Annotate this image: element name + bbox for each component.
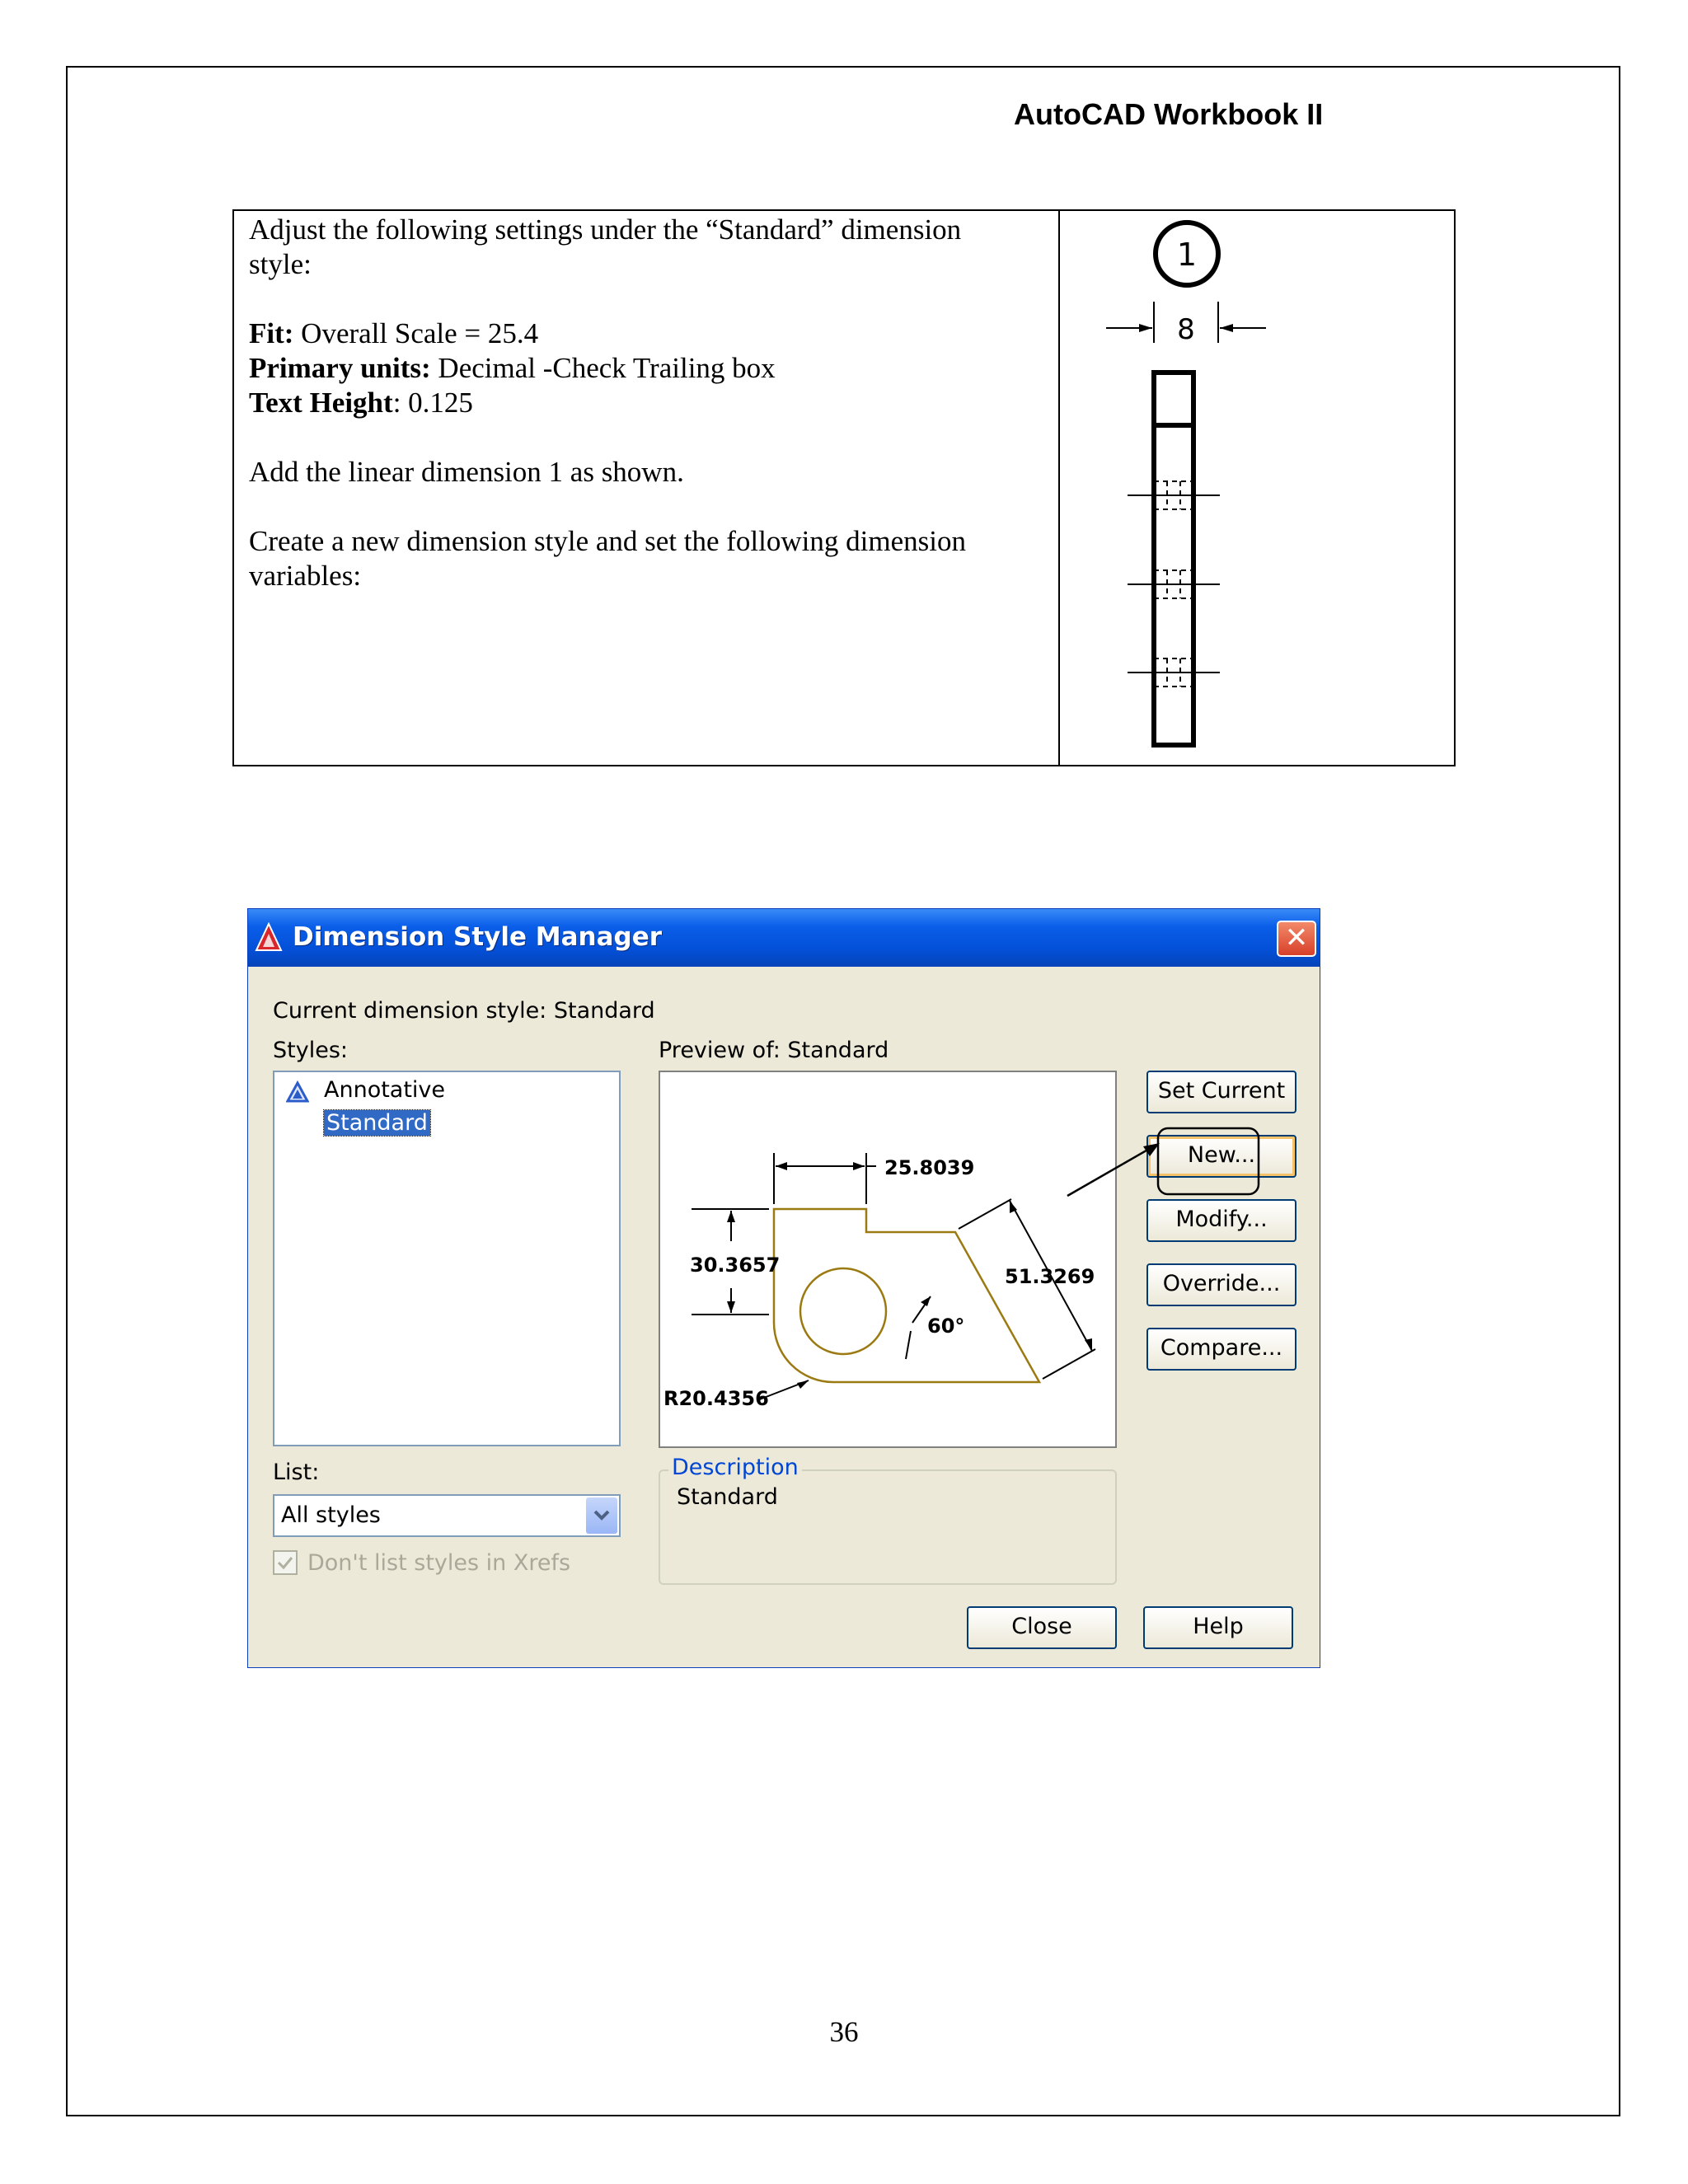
compare-button[interactable]: Compare... [1146,1328,1296,1371]
instruction-table [232,209,1456,766]
add-dimension-instruction: Add the linear dimension 1 as shown. [249,456,684,488]
dialog-title: Dimension Style Manager [293,922,663,952]
description-group [659,1455,1117,1585]
primary-units-value: Decimal -Check Trailing box [430,352,776,384]
preview-dim-horizontal: 25.8039 [884,1156,975,1179]
annotative-icon [286,1080,309,1104]
preview-hole [800,1268,886,1354]
close-button[interactable]: Close [967,1606,1117,1649]
preview-dim-vertical: 30.3657 [690,1254,781,1277]
preview-dim-angle: 60° [927,1315,965,1338]
dimension-value: 8 [1177,313,1195,346]
create-style-line-1: Create a new dimension style and set the following dimension [249,525,966,557]
fit-label: Fit: [249,317,294,349]
fit-value: Overall Scale = 25.4 [293,317,539,349]
help-button[interactable]: Help [1143,1606,1293,1649]
description-title: Description [668,1455,802,1480]
styles-list[interactable] [273,1071,621,1446]
instruction-line-1: Adjust the following settings under the “Standard” dimension [249,213,962,246]
checkmark-icon [274,1552,296,1573]
xrefs-checkbox-label: Don't list styles in Xrefs [307,1550,571,1576]
preview-dim-aligned: 51.3269 [1005,1265,1095,1288]
instruction-text [249,213,1040,628]
workbook-header: AutoCAD Workbook II [1014,97,1324,131]
text-height-label: Text Height [249,387,393,419]
list-filter-value: All styles [281,1502,381,1528]
create-style-line-2: variables: [249,560,362,592]
dimension-style-manager-dialog [247,908,1320,1668]
new-button-highlight [1158,1128,1259,1194]
xrefs-checkbox[interactable] [273,1550,298,1575]
set-current-button[interactable]: Set Current [1146,1071,1296,1113]
list-filter-dropdown[interactable] [273,1494,621,1537]
part-outline [1154,373,1193,745]
autocad-icon [255,922,283,952]
preview-dim-radius: R20.4356 [663,1387,769,1410]
preview-drawing [660,1072,1115,1446]
part-drawing [1060,211,1456,765]
callout-number: 1 [1176,237,1198,273]
part-figure [1060,211,1456,765]
primary-units-label: Primary units: [249,352,431,384]
chevron-down-icon[interactable] [586,1497,617,1534]
instruction-line-2: style: [249,248,312,280]
text-height-value: : 0.125 [392,387,473,419]
list-label: List: [273,1460,320,1485]
style-item-annotative[interactable]: Annotative [324,1077,446,1103]
page-number: 36 [829,2016,859,2048]
dialog-titlebar[interactable] [248,909,1320,967]
description-value: Standard [677,1484,778,1510]
close-window-button[interactable] [1277,921,1316,957]
style-item-standard[interactable]: Standard [324,1110,430,1136]
new-button[interactable]: New... [1146,1135,1296,1178]
override-button[interactable]: Override... [1146,1263,1296,1306]
annotation-arrow [1064,1125,1262,1199]
styles-label: Styles: [273,1038,348,1063]
modify-button[interactable]: Modify... [1146,1199,1296,1242]
close-icon: ✕ [1284,921,1309,954]
current-style-label: Current dimension style: Standard [273,998,655,1024]
style-preview [659,1071,1117,1448]
preview-label: Preview of: Standard [659,1038,889,1063]
